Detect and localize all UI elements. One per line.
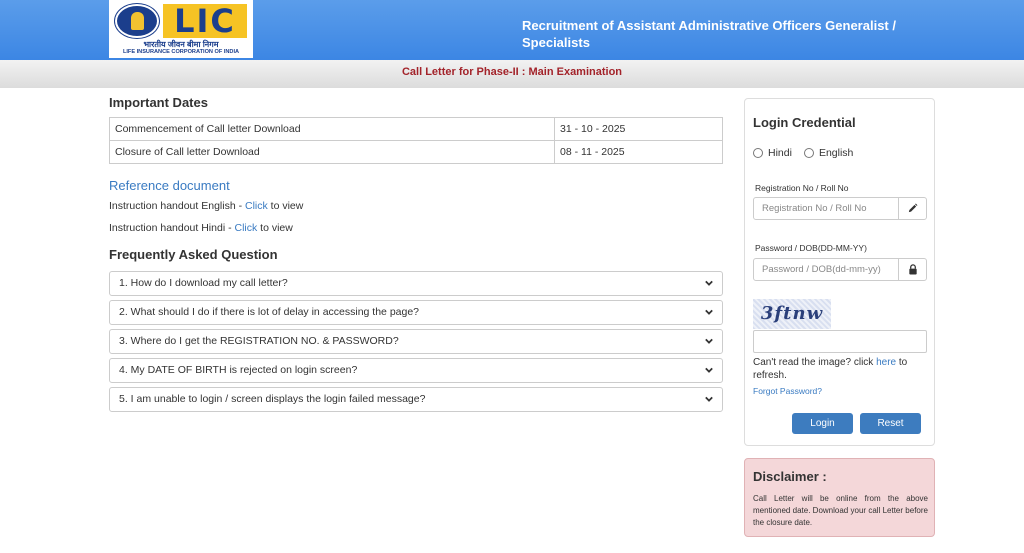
reference-suffix: to view (257, 222, 293, 234)
faq-item-3[interactable] (109, 329, 723, 354)
lic-emblem-icon (115, 4, 159, 38)
captcha-refresh-text (753, 356, 928, 382)
table-row (110, 118, 723, 141)
captcha-image: 3ftnw (753, 299, 831, 329)
chevron-down-icon (705, 366, 713, 374)
reference-english-link[interactable]: Click (245, 200, 268, 212)
captcha-input[interactable] (753, 330, 927, 353)
password-label: Password / DOB(DD-MM-YY) (755, 243, 867, 253)
disclaimer-text: Call Letter will be online from the above mentioned date. Download your call Letter before the closure date. (753, 494, 928, 527)
reference-hindi-link[interactable]: Click (234, 222, 258, 234)
subheader-bar (0, 60, 1024, 88)
radio-hindi-label: Hindi (768, 147, 792, 159)
disclaimer-title: Disclaimer : (753, 469, 827, 484)
faq-item-1[interactable] (109, 271, 723, 296)
faq-question: 3. Where do I get the REGISTRATION NO. & PASSWORD? (119, 335, 399, 347)
login-button[interactable]: Login (792, 413, 853, 434)
language-selector (753, 147, 865, 159)
reference-item-hindi (109, 222, 293, 234)
page-title: Recruitment of Assistant Administrative Officers Generalist / Specialists (522, 18, 896, 50)
login-title: Login Credential (753, 115, 856, 130)
registration-label: Registration No / Roll No (755, 183, 849, 193)
date-label: Closure of Call letter Download (110, 141, 555, 164)
chevron-down-icon (705, 337, 713, 345)
pencil-icon (907, 203, 918, 214)
faq-item-2[interactable] (109, 300, 723, 325)
disclaimer-box (744, 458, 935, 537)
radio-english[interactable] (804, 148, 814, 158)
radio-hindi[interactable] (753, 148, 763, 158)
logo-text: LIC (163, 4, 247, 38)
registration-field-group (753, 197, 927, 220)
site-header (0, 0, 1024, 60)
subheader-text: Call Letter for Phase-II : Main Examination (401, 66, 623, 78)
reference-item-english (109, 200, 303, 212)
date-value: 31 - 10 - 2025 (555, 118, 723, 141)
reference-suffix: to view (267, 200, 304, 212)
reference-prefix: Instruction handout Hindi - (109, 222, 235, 234)
cant-read-suffix: to refresh. (753, 357, 908, 381)
cant-read-prefix: Can't read the image? click (753, 357, 877, 368)
chevron-down-icon (705, 279, 713, 287)
faq-question: 2. What should I do if there is lot of delay in accessing the page? (119, 306, 420, 318)
faq-title: Frequently Asked Question (109, 247, 278, 262)
faq-question: 4. My DATE OF BIRTH is rejected on login screen? (119, 364, 358, 376)
table-row (110, 141, 723, 164)
reference-title: Reference document (109, 178, 230, 193)
reference-prefix: Instruction handout English - (109, 200, 245, 212)
radio-english-label: English (818, 147, 854, 159)
captcha-refresh-link[interactable]: here (876, 357, 897, 368)
logo-english-text: LIFE INSURANCE CORPORATION OF INDIA (122, 49, 240, 55)
faq-question: 5. I am unable to login / screen displays the login failed message? (119, 393, 426, 405)
lock-icon (908, 264, 918, 275)
lic-logo (109, 0, 253, 58)
password-input[interactable] (754, 259, 899, 280)
faq-question: 1. How do I download my call letter? (119, 277, 288, 289)
forgot-password-link[interactable]: Forgot Password? (753, 386, 822, 396)
faq-item-5[interactable] (109, 387, 723, 412)
reset-button[interactable]: Reset (860, 413, 921, 434)
important-dates-title: Important Dates (109, 95, 208, 110)
date-value: 08 - 11 - 2025 (555, 141, 723, 164)
password-addon (898, 259, 926, 280)
chevron-down-icon (705, 308, 713, 316)
chevron-down-icon (705, 395, 713, 403)
login-panel (744, 98, 935, 446)
important-dates-table (109, 117, 723, 164)
faq-item-4[interactable] (109, 358, 723, 383)
registration-addon (898, 198, 926, 219)
date-label: Commencement of Call letter Download (110, 118, 555, 141)
logo-hindi-text: भारतीय जीवन बीमा निगम (143, 40, 219, 49)
password-field-group (753, 258, 927, 281)
registration-input[interactable] (754, 198, 899, 219)
